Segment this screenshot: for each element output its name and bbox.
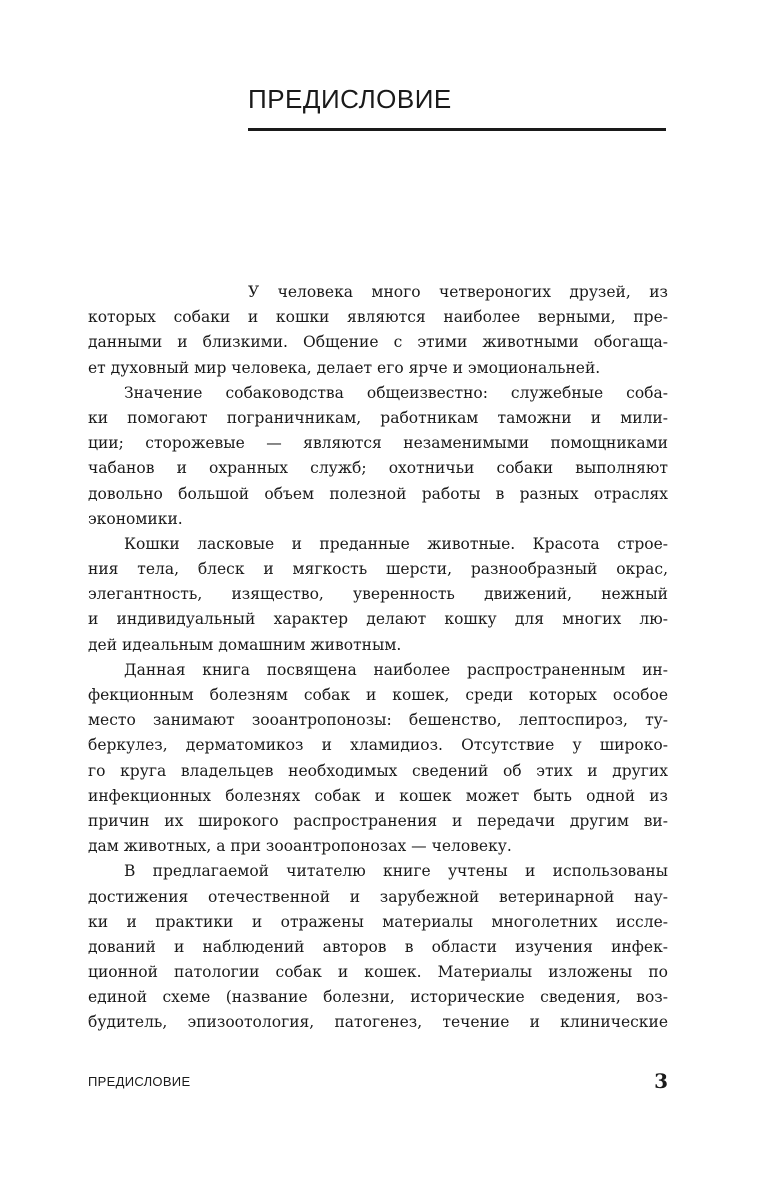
text-line: элегантность, изящество, уверенность движений, нежный	[88, 585, 668, 604]
text-line: дам животных, а при зооантропонозах — человеку.	[88, 837, 512, 856]
body-text	[88, 280, 668, 1036]
page-number: 3	[654, 1069, 668, 1093]
text-line: чабанов и охранных служб; охотничьи собаки выполняют	[88, 459, 668, 478]
text-line: Данная книга посвящена наиболее распространенным ин-	[124, 660, 668, 679]
running-footer-title: ПРЕДИСЛОВИЕ	[88, 1074, 191, 1089]
text-line: которых собаки и кошки являются наиболее верными, пре-	[88, 308, 668, 327]
text-line: фекционным болезням собак и кошек, среди которых особое	[88, 686, 668, 704]
text-line: беркулез, дерматомикоз и хламидиоз. Отсутствие у широко-	[88, 736, 668, 755]
text-line: достижения отечественной и зарубежной ветеринарной нау-	[88, 887, 668, 906]
text-line: Кошки ласковые и преданные животные. Красота строе-	[124, 534, 668, 553]
text-line: дований и наблюдений авторов в области изучения инфек-	[88, 937, 668, 956]
text-line: У человека много четвероногих друзей, из	[248, 283, 668, 301]
text-line: довольно большой объем полезной работы в разных отраслях	[88, 484, 668, 503]
text-line: ки помогают пограничникам, работникам таможни и мили-	[88, 408, 668, 427]
text-line: ет духовный мир человека, делает его ярче и эмоциональней.	[88, 358, 601, 377]
text-line: дей идеальным домашним животным.	[88, 635, 402, 654]
text-line: ционной патологии собак и кошек. Материалы изложены по	[88, 963, 668, 982]
text-line: причин их широкого распространения и передачи другим ви-	[88, 811, 668, 830]
text-line: ции; сторожевые — являются незаменимыми помощниками	[88, 434, 668, 453]
page-title: ПРЕДИСЛОВИЕ	[248, 84, 452, 114]
text-line: ки и практики и отражены материалы многолетних иссле-	[88, 912, 668, 931]
text-line: данными и близкими. Общение с этими животными обогаща-	[88, 333, 668, 352]
text-line: экономики.	[88, 509, 183, 528]
text-line: Значение собаководства общеизвестно: служебные соба-	[124, 383, 668, 402]
text-line: место занимают зооантропонозы: бешенство, лептоспироз, ту-	[88, 711, 668, 730]
text-line: единой схеме (название болезни, исторические сведения, воз-	[88, 988, 668, 1007]
text-line: ния тела, блеск и мягкость шерсти, разнообразный окрас,	[88, 560, 668, 579]
text-line: будитель, эпизоотология, патогенез, течение и клинические	[88, 1013, 668, 1032]
title-underline	[248, 128, 666, 131]
text-line: го круга владельцев необходимых сведений об этих и других	[88, 761, 668, 780]
text-line: В предлагаемой читателю книге учтены и использованы	[124, 862, 668, 881]
text-line: и индивидуальный характер делают кошку для многих лю-	[88, 610, 668, 629]
text-line: инфекционных болезнях собак и кошек может быть одной из	[88, 786, 668, 805]
